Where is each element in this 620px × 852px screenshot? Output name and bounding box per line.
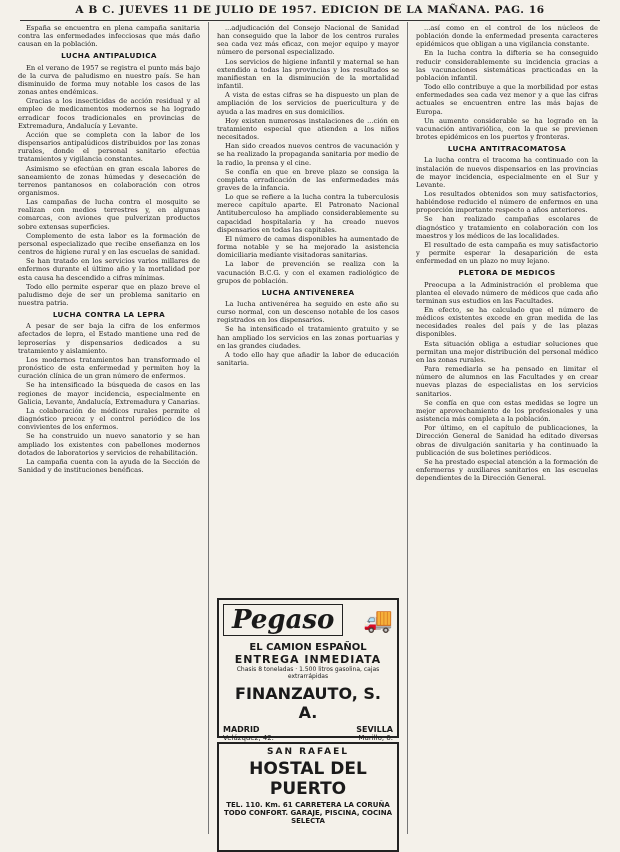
paragraph: Los modernos tratamientos han transformado el pronóstico de esta enfermedad y permiten hoy la curación clínica de un gran número de enfermos. (18, 355, 200, 381)
paragraph: Se han tratado en los servicios varios millares de enfermos durante el último año y la mortalidad por esta causa ha descendido a cifras mínimas. (18, 257, 200, 282)
paragraph: Los servicios de higiene infantil y maternal se han extendido a todas las provincias y los resultados se manifiestan en la disminución de la mortalidad infantil. (217, 57, 399, 91)
paragraph: Hoy existen numerosas instalaciones de ...ción en tratamiento especial que atienden a los niños necesitados. (217, 116, 399, 142)
paragraph: Las campañas de lucha contra el mosquito se realizan con medios terrestres y, en algunas comarcas, con aviones que pulverizan productos sobre extensas superficies. (18, 198, 200, 231)
section-heading: PLETORA DE MEDICOS (458, 268, 556, 278)
paragraph: A todo ello hay que añadir la labor de educación sanitaria. (217, 350, 399, 368)
paragraph: A pesar de ser baja la cifra de los enfermos afectados de lepra, el Estado mantiene una red de leproserías y dispensarios dedicados a su tratamiento y aislamiento. (18, 322, 200, 355)
column-rule (208, 22, 209, 834)
paragraph: Por último, en el capítulo de publicaciones, la Dirección General de Sanidad ha editado diversas obras de divulgación sanitaria y ha continuado la publicación de sus boletines periódicos. (416, 424, 598, 457)
paragraph: Se ha construido un nuevo sanatorio y se han ampliado los existentes con pabellones modernos dotados de laboratorios y servicios de rehabilitación. (18, 432, 200, 457)
hostal-phone-road: TEL. 110. Km. 61 CARRETERA LA CORUÑA (226, 801, 390, 809)
paragraph: Un aumento considerable se ha logrado en la vacunación antivariólica, con la que se previenen brotes epidémicos en los puertos y fronteras. (416, 116, 598, 142)
dealer-address-madrid: Velázquez, 42. (223, 734, 274, 742)
paragraph: Lo que se refiere a la lucha contra la tuberculosis merece capítulo aparte. El Patronato Nacional Antituberculoso ha ampliado considerablemente su capacidad hospitalaria y ha creado nuevos dispensarios en todas las capitales. (217, 193, 399, 234)
paragraph: Los resultados obtenidos son muy satisfactorios, habiéndose reducido el número de enfermos en una proporción importante respecto a años anteriores. (416, 189, 598, 215)
paragraph: Complemento de esta labor es la formación de personal especializado que recibe enseñanza en los centros de higiene rural y en las escuelas de sanidad. (18, 231, 200, 257)
pegaso-advert (217, 598, 399, 742)
section-heading: LUCHA CONTRA LA LEPRA (52, 310, 166, 320)
paragraph: ...así como en el control de los núcleos de población donde la enfermedad presenta caracteres epidémicos que obligan a una vigilancia constante. (416, 24, 598, 49)
paragraph: En la lucha contra la difteria se ha conseguido reducir considerablemente su incidencia gracias a las vacunaciones sistemáticas practicadas en la población infantil. (416, 49, 598, 82)
pegaso-slogan: EL CAMION ESPAÑOL (249, 642, 367, 653)
pegaso-dealer: FINANZAUTO, S. A. (235, 684, 381, 722)
paragraph: Asimismo se efectúan en gran escala labores de saneamiento de zonas húmedas y desecación de terrenos pantanosos en colaboración con otros organismos. (18, 164, 200, 197)
article-column-1 (18, 24, 200, 475)
paragraph: Gracias a los insecticidas de acción residual y al empleo de medicamentos modernos se ha logrado erradicar focos tradicionales en provincias de Extremadura, Andalucía y Levante. (18, 97, 200, 130)
paragraph: La lucha antivenérea ha seguido en este año su curso normal, con un descenso notable de los casos registrados en los dispensarios. (217, 300, 399, 325)
paragraph: Se han realizado campañas escolares de diagnóstico y tratamiento en colaboración con los maestros y los médicos de las localidades. (416, 215, 598, 240)
paragraph: En efecto, se ha calculado que el número de médicos existentes excede en gran medida de las necesidades reales del país y de las plazas disponibles. (416, 306, 598, 339)
column-rule (407, 22, 408, 834)
paragraph: Todo ello permite esperar que en plazo breve el paludismo deje de ser un problema sanitario en nuestra patria. (18, 282, 200, 307)
paragraph: La lucha contra el tracoma ha continuado con la instalación de nuevos dispensarios en las provincias de mayor incidencia, especialmente en el Sur y Levante. (416, 156, 598, 189)
paragraph: Acción que se completa con la labor de los dispensarios antipalúdicos distribuidos por las zonas rurales, donde el personal sanitario efectúa tratamientos y vigilancia constantes. (18, 130, 200, 164)
pegaso-specs: Chasis 8 toneladas · 1.500 litros gasolina, cajas extrarrápidas (236, 666, 380, 680)
paragraph: España se encuentra en plena campaña sanitaria contra las enfermedades infecciosas que más daño causan en la población. (18, 24, 200, 49)
paragraph: El número de camas disponibles ha aumentado de forma notable y se ha mejorado la asistencia domiciliaria mediante visitadoras sanitarias. (217, 234, 399, 260)
article-column-2 (217, 24, 399, 368)
dealer-city-sevilla: SEVILLA (356, 725, 393, 734)
paragraph: Han sido creados nuevos centros de vacunación y se ha realizado la propaganda sanitaria por medio de la radio, la prensa y el cine. (217, 142, 399, 167)
paragraph: La campaña cuenta con la ayuda de la Sección de Sanidad y de instituciones benéficas. (18, 457, 200, 474)
dealer-address-sevilla: Murillo, 6. (358, 734, 393, 742)
paragraph: Se confía en que en breve plazo se consiga la completa erradicación de las enfermedades más graves de la infancia. (217, 167, 399, 192)
paragraph: Preocupa a la Administración el problema que plantea el elevado número de médicos que cada año terminan sus estudios en las Facultades. (416, 280, 598, 305)
paragraph: Se ha prestado especial atención a la formación de enfermeras y auxiliares sanitarios en las escuelas dependientes de la Dirección General. (416, 457, 598, 483)
pegaso-truck-icon: 🚚 (363, 606, 393, 634)
page-header: A B C. JUEVES 11 DE JULIO DE 1957. EDICION DE LA MAÑANA. PAG. 16 (20, 4, 600, 21)
section-heading: LUCHA ANTIVENEREA (261, 287, 355, 297)
paragraph: Se ha intensificado la búsqueda de casos en las regiones de mayor incidencia, especialmente en Galicia, Levante, Andalucía, Extremadura y Canarias. (18, 381, 200, 406)
paragraph: El resultado de esta campaña es muy satisfactorio y permite esperar la desaparición de esta enfermedad en un plazo no muy lejano. (416, 240, 598, 266)
paragraph: Todo ello contribuye a que la morbilidad por estas enfermedades sea cada vez menor y a que las cifras actuales se encuentren entre las más bajas de Europa. (416, 83, 598, 116)
article-column-3 (416, 24, 598, 483)
hostal-subtitle: SAN RAFAEL (267, 747, 349, 757)
hostal-name: HOSTAL DEL PUERTO (249, 759, 367, 799)
paragraph: La labor de prevención se realiza con la vacunación B.C.G. y con el examen radiológico de grupos de población. (217, 260, 399, 285)
advertisements (217, 598, 399, 852)
pegaso-delivery: ENTREGA INMEDIATA (234, 653, 382, 666)
dealer-city-madrid: MADRID (223, 725, 260, 734)
section-heading: LUCHA ANTIPALUDICA (61, 51, 157, 61)
pegaso-logo: Pegaso (223, 604, 343, 636)
paragraph: En el verano de 1957 se registra el punto más bajo de la curva de paludismo en nuestro país. Se han disminuido de forma muy notable los casos de las zonas antes endémicas. (18, 63, 200, 97)
section-heading: LUCHA ANTITRACOMATOSA (447, 144, 567, 154)
paragraph: La colaboración de médicos rurales permite el diagnóstico precoz y el control periódico de los convivientes de los enfermos. (18, 406, 200, 432)
hostal-advert (217, 742, 399, 852)
paragraph: Se ha intensificado el tratamiento gratuito y se han ampliado los servicios en las zonas portuarias y en las grandes ciudades. (217, 325, 399, 350)
paragraph: A vista de estas cifras se ha dispuesto un plan de ampliación de los servicios de puericultura y de ayuda a las madres en sus domicilios. (217, 91, 399, 116)
paragraph: Para remediarla se ha pensado en limitar el número de alumnos en las Facultades y en crear nuevas plazas de especialistas en los servicios sanitarios. (416, 365, 598, 398)
paragraph: Esta situación obliga a estudiar soluciones que permitan una mejor distribución del personal médico en las zonas rurales. (416, 339, 598, 364)
paragraph: Se confía en que con estas medidas se logre un mejor aprovechamiento de los profesionales y una asistencia más completa a la población. (416, 398, 598, 424)
paragraph: ...adjudicación del Consejo Nacional de Sanidad han conseguido que la labor de los centros rurales sea cada vez más eficaz, con mejor equipo y mayor número de personal especializado. (217, 24, 399, 57)
hostal-amenities: TODO CONFORT. GARAJE, PISCINA, COCINA SELECTA (223, 809, 393, 825)
